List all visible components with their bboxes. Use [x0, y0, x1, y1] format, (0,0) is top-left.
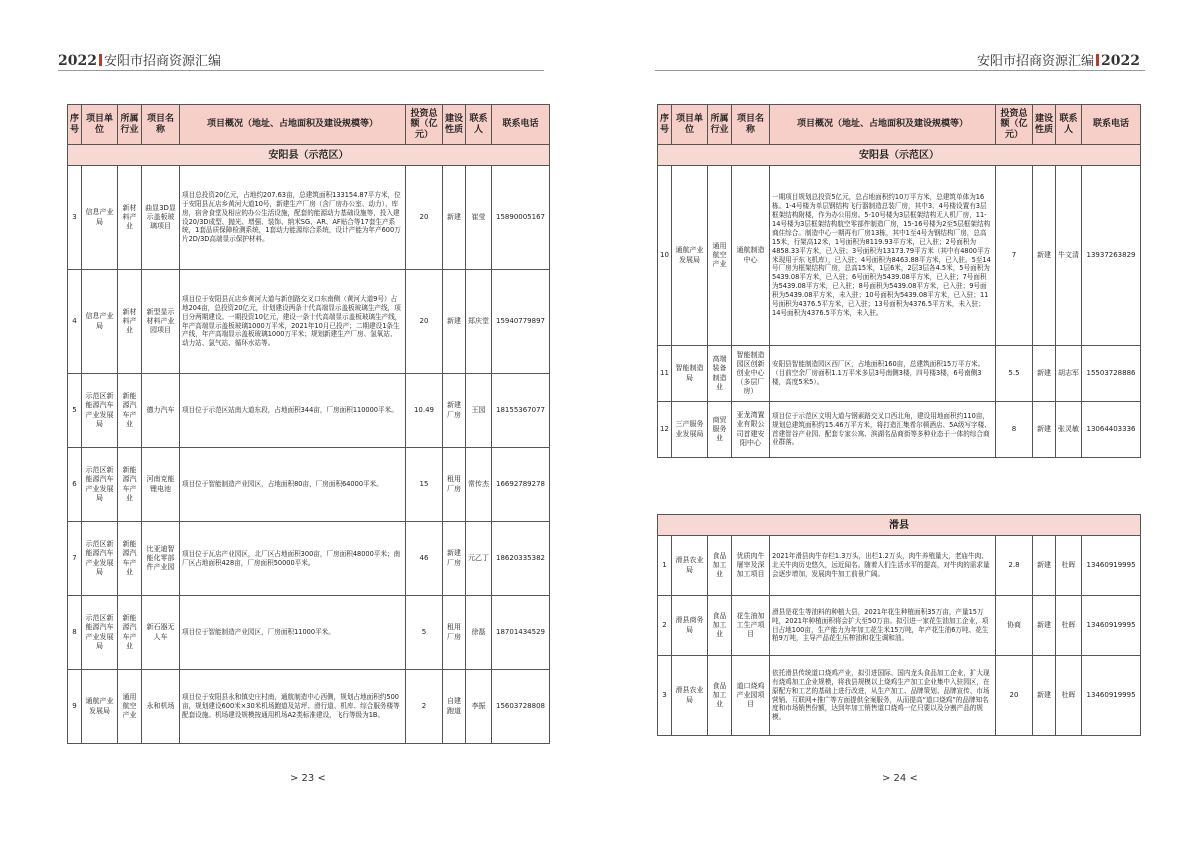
table-row: [68, 166, 550, 270]
row-phone: 15503728886: [1082, 346, 1141, 402]
row-industry: 新材料产业: [118, 166, 142, 270]
col-header-unit: 项目单位: [672, 105, 708, 145]
row-investment: 10.49: [406, 374, 443, 448]
header-title: 安阳市招商资源汇编: [977, 54, 1095, 69]
page-number: > 23 <: [290, 773, 326, 784]
row-investment: 15: [406, 448, 443, 522]
header-year: 2022: [58, 53, 97, 69]
row-number: 3: [658, 656, 672, 736]
row-contact: 张灵敏: [1056, 402, 1082, 458]
row-unit: 示范区新能源汽车产业发展局: [82, 522, 118, 596]
row-phone: 18155367077: [492, 374, 550, 448]
row-description: 一期项目规划总投资5亿元，总占地面积约10万平方米，总建筑单体为16栋。1-4号楼为单层钢结构飞行器制造总装厂房，其中3、4号楼设置有3层框架结构附楼，作为办公用房。5-10号楼为3层框架结构无人机厂房，11-14号楼为3层框架结构航空零部件制造厂房，15-16号楼为2至5层框架结构商住综合。制造中心一期再有厂房13栋，其中1至4号为钢结构厂房，总高15米，行架高12米，1号面积为8119.93平方米，已入驻；2号面积为4858.33平方米，已入驻；3号面积为13173.79平方米（其中有4800平方米现用于东飞机库），已入驻；4号面积为8463.88平方米，已入驻。5至14号厂房为框架结构厂房，总高15米，1层6米，2层3层各4.5米，5号面积为5439.08平方米，已入驻；6号面积为5439.08平方米，已入驻；7号面积为5439.08平方米，已入驻；8号面积为5439.08平方米，已入驻；9号面积为5439.08平方米，未入驻；10号面积为5439.08平方米，已入驻；11号面积为4376.5平方米，已入驻；13号面积为4376.5平方米，未入驻；14号面积为4376.5平方米，未入驻。: [770, 166, 996, 346]
row-industry: 新能源汽车产业: [118, 596, 142, 670]
col-header-no: 序号: [68, 105, 82, 145]
row-nature: 新建: [1033, 656, 1056, 736]
col-header-nature: 建设性质: [443, 105, 466, 145]
row-project-name: 比亚迪智能化零部件产业园: [142, 522, 180, 596]
row-industry: 食品加工业: [708, 536, 732, 596]
row-contact: 崔莹: [466, 166, 492, 270]
col-header-contact: 联系人: [466, 105, 492, 145]
row-unit: 三产服务业发展局: [672, 402, 708, 458]
row-number: 10: [658, 166, 672, 346]
header-year: 2022: [1101, 53, 1140, 69]
row-contact: 常传杰: [466, 448, 492, 522]
row-number: 8: [68, 596, 82, 670]
row-investment: 5: [406, 596, 443, 670]
header-rule: [655, 70, 1145, 71]
col-header-phone: 联系电话: [1082, 105, 1141, 145]
table-row: [658, 596, 1141, 656]
table-row: [658, 656, 1141, 736]
row-industry: 新材料产业: [118, 270, 142, 374]
row-project-name: 新石器无人车: [142, 596, 180, 670]
row-contact: 胡志军: [1056, 346, 1082, 402]
row-investment: 46: [406, 522, 443, 596]
section-row: [658, 145, 1141, 166]
row-phone: 18701434529: [492, 596, 550, 670]
row-industry: 新能源汽车产业: [118, 448, 142, 522]
row-project-name: 亚龙湾置业有限公司首建安阳中心: [732, 402, 770, 458]
row-contact: 杜晖: [1056, 596, 1082, 656]
row-unit: 示范区新能源汽车产业发展局: [82, 374, 118, 448]
section-row: [658, 515, 1141, 536]
col-header-invest: 投资总额（亿元）: [406, 105, 443, 145]
right-project-table-2: [657, 514, 1141, 736]
col-header-name: 项目名称: [732, 105, 770, 145]
row-nature: 新建: [1033, 346, 1056, 402]
row-description: 滑县是花生等油料的种植大县，2021年花生种植面积35万亩，产量15万吨，2021年种植面积将会扩大至50万亩。拟引进一家花生油加工企业，项目占地100亩，生产能力为年加工花生米15万吨，年产花生油6万吨、花生粕9万吨，主导产品花生压榨油和花生调和油。: [770, 596, 996, 656]
row-contact: 徐磊: [466, 596, 492, 670]
row-phone: 13460919995: [1082, 656, 1141, 736]
row-phone: 15940779897: [492, 270, 550, 374]
row-unit: 滑县农业局: [672, 536, 708, 596]
row-phone: 16692789278: [492, 448, 550, 522]
row-nature: 新建: [1033, 536, 1056, 596]
row-contact: 郑庆堂: [466, 270, 492, 374]
row-unit: 示范区新能源汽车产业发展局: [82, 448, 118, 522]
row-industry: 通用航空产业: [708, 166, 732, 346]
row-unit: 滑县农业局: [672, 656, 708, 736]
right-page-header: [977, 50, 1140, 69]
row-investment: 8: [996, 402, 1033, 458]
row-unit: 滑县商务局: [672, 596, 708, 656]
row-investment: 7: [996, 166, 1033, 346]
row-phone: 13064403336: [1082, 402, 1141, 458]
table-row: [68, 374, 550, 448]
table-header-row: [658, 105, 1141, 145]
row-nature: 新建: [443, 166, 466, 270]
table-row: [658, 166, 1141, 346]
row-industry: 新能源汽车产业: [118, 374, 142, 448]
section-row: [68, 145, 550, 166]
row-description: 项目位于智能制造产业园区，厂房面积11000平米。: [180, 596, 406, 670]
row-description: 依托滑县传统道口烧鸡产业，拟引进国际、国内龙头食品加工企业，扩大现有烧鸡加工企业规模，将我县规模以上烧鸡生产加工企业集中入驻园区，在原配方和工艺的基础上进行改进，从生产加工、品牌策划、品牌宣传、市场营销、互联网+推广等方面提供全案服务，从而提高“道口烧鸡”的品牌知名度和市场销售份额，达到年加工销售道口烧鸡一亿只要以及分割产品的规模。: [770, 656, 996, 736]
header-divider: [99, 54, 102, 66]
row-nature: 新建厂房: [443, 522, 466, 596]
row-number: 7: [68, 522, 82, 596]
row-number: 2: [658, 596, 672, 656]
row-project-name: 花生油加工生产项目: [732, 596, 770, 656]
row-unit: 信息产业局: [82, 166, 118, 270]
row-nature: 新建: [1033, 596, 1056, 656]
table-row: [658, 402, 1141, 458]
section-title: 安阳县（示范区）: [68, 145, 550, 166]
row-project-name: 智能制造园区创新创业中心（多层厂房）: [732, 346, 770, 402]
row-contact: 王园: [466, 374, 492, 448]
row-unit: 示范区新能源汽车产业发展局: [82, 596, 118, 670]
row-investment: 2.8: [996, 536, 1033, 596]
row-phone: 13460919995: [1082, 536, 1141, 596]
row-number: 12: [658, 402, 672, 458]
row-project-name: 河南克能锂电池: [142, 448, 180, 522]
table-row: [658, 536, 1141, 596]
row-description: 项目位于安阳县瓦店乡黄河大道与新创路交叉口东南侧（黄河大道9号）占地204亩，总投资20亿元，计划建设两条十代高端显示盖板玻璃生产线，项目分两期建设。一期投资10亿元，建设一条十代高端显示盖板玻璃生产线，年产高端显示盖板玻璃1000万平米，2021年10月已投产；二期建设1条生产线，年产高端显示盖板玻璃1000万平米；规划新建生产厂房、氢氧站、动力站、氯气站、循环水站等。: [180, 270, 406, 374]
row-number: 1: [658, 536, 672, 596]
row-industry: 通用航空产业: [118, 670, 142, 744]
row-nature: 新建: [1033, 402, 1056, 458]
row-description: 项目位于智能制造产业园区，占地面积80亩，厂房面积64000平米。: [180, 448, 406, 522]
table-header-row: [68, 105, 550, 145]
table-row: [658, 346, 1141, 402]
row-description: 安阳县智能制造园区西厂区，占地面积160亩，总建筑面积15万平方米。（目前空余厂房面积1.1万平米多层3号南侧3楼，四号楼3楼，6号南侧3楼，高度5米5）。: [770, 346, 996, 402]
row-project-name: 道口烧鸡产业园项目: [732, 656, 770, 736]
col-header-industry: 所属行业: [118, 105, 142, 145]
col-header-contact: 联系人: [1056, 105, 1082, 145]
row-description: 项目位于示范区文明大道与钢素路交叉口西北角，建设用地面积约110亩，规划总建筑面积约15.46万平方米，将打造汇集希尔顿酒店、5A级写字楼、首建智谷产业园、配套专家公寓、滨湖名品商街等多种业态于一体的综合商业群落。: [770, 402, 996, 458]
row-investment: 20: [996, 656, 1033, 736]
row-nature: 租用厂房: [443, 448, 466, 522]
row-number: 11: [658, 346, 672, 402]
row-number: 5: [68, 374, 82, 448]
row-contact: 元乙丁: [466, 522, 492, 596]
row-nature: 新建: [443, 270, 466, 374]
row-investment: 2: [406, 670, 443, 744]
row-phone: 15890005167: [492, 166, 550, 270]
row-contact: 李振: [466, 670, 492, 744]
row-description: 2021年滑县肉牛存栏1.3万头，出栏1.2万头，肉牛养殖量大，老庙牛肉、北关牛肉历史悠久，远近闻名。随着人们生活水平的提高，对牛肉的需求量会逐步增加，发展肉牛加工前景广阔。: [770, 536, 996, 596]
col-header-unit: 项目单位: [82, 105, 118, 145]
col-header-no: 序号: [658, 105, 672, 145]
row-industry: 食品加工业: [708, 596, 732, 656]
row-nature: 租用厂房: [443, 596, 466, 670]
section-title: 安阳县（示范区）: [658, 145, 1141, 166]
table-row: [68, 670, 550, 744]
row-industry: 商贸服务业: [708, 402, 732, 458]
row-number: 6: [68, 448, 82, 522]
col-header-desc: 项目概况（地址、占地面积及建设规模等）: [180, 105, 406, 145]
col-header-name: 项目名称: [142, 105, 180, 145]
row-project-name: 新型显示材料产业园项目: [142, 270, 180, 374]
table-row: [68, 270, 550, 374]
col-header-industry: 所属行业: [708, 105, 732, 145]
row-phone: 18620335382: [492, 522, 550, 596]
row-investment: 20: [406, 166, 443, 270]
row-industry: 高端装备制造业: [708, 346, 732, 402]
row-nature: 新建: [1033, 166, 1056, 346]
row-project-name: 曲显3D显示盖板玻璃项目: [142, 166, 180, 270]
table-row: [68, 522, 550, 596]
col-header-nature: 建设性质: [1033, 105, 1056, 145]
col-header-desc: 项目概况（地址、占地面积及建设规模等）: [770, 105, 996, 145]
row-number: 9: [68, 670, 82, 744]
row-contact: 杜晖: [1056, 656, 1082, 736]
row-contact: 杜晖: [1056, 536, 1082, 596]
row-project-name: 通航制造中心: [732, 166, 770, 346]
right-page: [600, 0, 1200, 846]
row-number: 3: [68, 166, 82, 270]
row-contact: 牛文清: [1056, 166, 1082, 346]
header-title: 安阳市招商资源汇编: [103, 54, 221, 69]
section-title: 滑县: [658, 515, 1141, 536]
left-page-header: [58, 50, 221, 69]
row-project-name: 德力汽车: [142, 374, 180, 448]
row-industry: 新能源汽车产业: [118, 522, 142, 596]
col-header-phone: 联系电话: [492, 105, 550, 145]
row-project-name: 永和机场: [142, 670, 180, 744]
row-number: 4: [68, 270, 82, 374]
row-nature: 新建厂房: [443, 374, 466, 448]
row-phone: 13460919995: [1082, 596, 1141, 656]
row-phone: 13937263829: [1082, 166, 1141, 346]
row-description: 项目位于瓦店产业园区，北厂区占地面积300亩，厂房面积48000平米；南厂区占地面积428亩，厂房面积50000平米。: [180, 522, 406, 596]
col-header-invest: 投资总额（亿元）: [996, 105, 1033, 145]
row-description: 项目位于安阳县永和镇史庄村南，通航制造中心西侧，规划占地面积约500亩，规划建设600米×30米机场跑道及站坪、滑行道、机库、综合服务楼等配套设施。机场建设规模按通用机场A2类标准建设，飞行等级为1B。: [180, 670, 406, 744]
header-rule: [58, 70, 544, 71]
row-unit: 通航产业发展局: [82, 670, 118, 744]
row-investment: 协商: [996, 596, 1033, 656]
row-industry: 食品加工业: [708, 656, 732, 736]
row-unit: 信息产业局: [82, 270, 118, 374]
table-row: [68, 448, 550, 522]
row-investment: 20: [406, 270, 443, 374]
row-description: 项目位于示范区站南大道东段，占地面积344亩，厂房面积110000平米。: [180, 374, 406, 448]
row-phone: 15603728808: [492, 670, 550, 744]
table-row: [68, 596, 550, 670]
row-investment: 5.5: [996, 346, 1033, 402]
row-nature: 自建跑道: [443, 670, 466, 744]
page-number: > 24 <: [882, 773, 918, 784]
row-unit: 智能制造局: [672, 346, 708, 402]
left-project-table: [67, 104, 550, 744]
right-project-table-1: [657, 104, 1141, 458]
row-project-name: 优质肉牛屠宰及深加工项目: [732, 536, 770, 596]
row-unit: 通航产业发展局: [672, 166, 708, 346]
header-divider: [1096, 54, 1099, 66]
row-description: 项目总投资20亿元，占地约207.63亩，总建筑面积133154.87平方米，位于安阳县瓦店乡黄河大道10号，新建生产厂房（含厂房办公室、动力）、库房，宿舍食堂及相应的办公生活设施，配套的能源动力基础设施等，投入建设20/3D成型、抛光、增强、装饰、纳米SG、AR、AF贴合等17套生产系统，1套品质保障检测系统，1套动力能源综合系统，设计产能为年产600万片2D/3D高端显示保护材料。: [180, 166, 406, 270]
